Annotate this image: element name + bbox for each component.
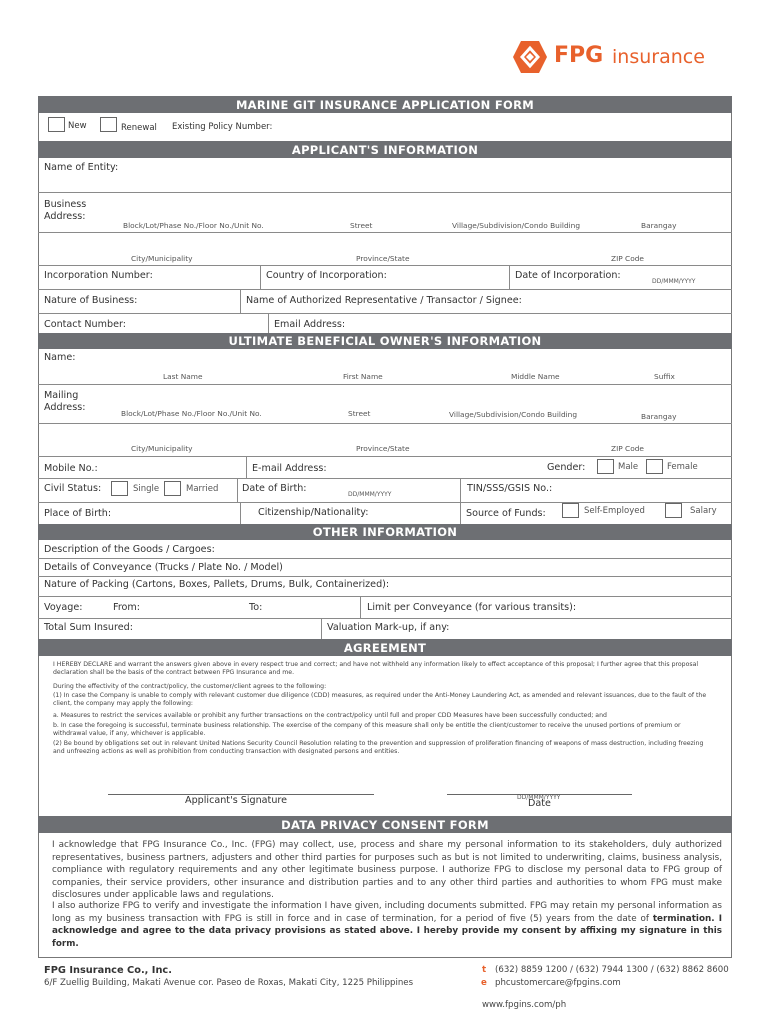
single-label: Single bbox=[133, 484, 160, 494]
divider bbox=[246, 456, 247, 478]
ubo-addr-village-label: Village/Subdivision/Condo Building bbox=[449, 410, 578, 419]
divider bbox=[460, 502, 461, 524]
agreement-intro: During the effectivity of the contract/policy, the customer/client agrees to the following: bbox=[53, 683, 327, 690]
agreement-item-2: (2) Be bound by obligations set out in relevant United Nations Security Council Resolution relating to the prevention and suppression of proliferation financing of weapons of mass destruction, including freezing and unfreezing actions as well as prohibition from conducting transaction with designated persons and entities. bbox=[53, 740, 704, 755]
markup-label: Valuation Mark-up, if any: bbox=[327, 622, 450, 633]
divider bbox=[38, 232, 732, 233]
single-checkbox[interactable] bbox=[111, 481, 128, 496]
to-label: To: bbox=[249, 602, 263, 613]
married-label: Married bbox=[186, 484, 219, 494]
salary-checkbox[interactable] bbox=[665, 503, 682, 518]
agreement-header: AGREEMENT bbox=[38, 639, 732, 656]
existing-policy-label: Existing Policy Number: bbox=[172, 122, 273, 132]
agreement-item-1a: a. Measures to restrict the services available or prohibit any further transactions on the contract/policy until full and proper CDD Measures have been successfully conducted; and bbox=[53, 712, 607, 719]
addr-barangay-label: Barangay bbox=[641, 221, 677, 230]
divider bbox=[38, 423, 732, 424]
addr-street-label: Street bbox=[350, 221, 373, 230]
dob-format: DD/MMM/YYYY bbox=[348, 491, 392, 498]
source-funds-label: Source of Funds: bbox=[466, 508, 546, 519]
brand-name-bold: FPG bbox=[554, 43, 604, 68]
divider bbox=[38, 192, 732, 193]
male-label: Male bbox=[618, 462, 639, 472]
female-label: Female bbox=[667, 462, 698, 472]
privacy-paragraph-2-bold: termination. I acknowledge and agree to the data privacy provisions as stated above. I hereby provide my consent by affixing my signature in this form. bbox=[52, 913, 722, 949]
ubo-email-label: E-mail Address: bbox=[252, 463, 327, 474]
applicant-email-label: Email Address: bbox=[274, 319, 346, 330]
privacy-paragraph-1: I acknowledge that FPG Insurance Co., Inc. (FPG) may collect, use, process and share my personal information to its stakeholders, duly authorized representatives, business partners, adjusters and other third parties for purposes such as but is not limited to underwriting, claims, business analysis, compliance with regulatory requirements and any other legitimate business purpose. I authorize FPG to disclose my personal data to FPG group of companies, their service providers, other insurance and distribution parties and to any other third parties and authorities to whom FPG must make disclosures under applicable laws and regulations. bbox=[52, 840, 722, 901]
ubo-name-label: Name: bbox=[44, 352, 76, 363]
representative-label: Name of Authorized Representative / Transactor / Signee: bbox=[246, 295, 522, 306]
from-label: From: bbox=[113, 602, 141, 613]
country-incorporation-label: Country of Incorporation: bbox=[266, 270, 387, 281]
agreement-declaration: I HEREBY DECLARE and warrant the answers given above in every respect true and correct; and have not withheld any information likely to effect acceptance of this proposal; I further agree that this proposal declaration shall be the basis of the contract between FPG Insurance and me. bbox=[53, 661, 699, 676]
footer-address: 6/F Zuellig Building, Makati Avenue cor. Paseo de Roxas, Makati City, 1225 Philippines bbox=[44, 978, 414, 988]
last-name-label: Last Name bbox=[163, 372, 203, 381]
divider bbox=[240, 289, 241, 313]
divider bbox=[38, 456, 732, 457]
divider bbox=[38, 596, 732, 597]
ubo-addr-block-label: Block/Lot/Phase No./Floor No./Unit No. bbox=[121, 409, 262, 418]
civil-status-label: Civil Status: bbox=[44, 483, 102, 494]
nature-business-label: Nature of Business: bbox=[44, 295, 138, 306]
mailing-address-label: Mailing Address: bbox=[44, 390, 86, 413]
ubo-addr-barangay-label: Barangay bbox=[641, 412, 677, 421]
footer-website[interactable]: www.fpgins.com/ph bbox=[482, 1000, 567, 1010]
place-birth-label: Place of Birth: bbox=[44, 508, 112, 519]
ubo-addr-street-label: Street bbox=[348, 409, 371, 418]
footer-email[interactable]: phcustomercare@fpgins.com bbox=[495, 978, 621, 988]
dob-label: Date of Birth: bbox=[242, 483, 307, 494]
divider bbox=[460, 478, 461, 502]
divider bbox=[38, 558, 732, 559]
divider bbox=[237, 478, 238, 502]
phone-marker: t bbox=[482, 965, 487, 975]
tin-label: TIN/SSS/GSIS No.: bbox=[467, 483, 553, 494]
middle-name-label: Middle Name bbox=[511, 372, 560, 381]
signature-label: Applicant's Signature bbox=[185, 795, 288, 806]
divider bbox=[38, 576, 732, 577]
divider bbox=[321, 618, 322, 639]
privacy-paragraph-2 bbox=[52, 900, 722, 950]
total-sum-label: Total Sum Insured: bbox=[44, 622, 133, 633]
ubo-addr-zip-label: ZIP Code bbox=[611, 444, 644, 453]
date-incorporation-format: DD/MMM/YYYY bbox=[652, 278, 696, 285]
ubo-addr-city-label: City/Municipality bbox=[131, 444, 193, 453]
contact-number-label: Contact Number: bbox=[44, 319, 126, 330]
married-checkbox[interactable] bbox=[164, 481, 181, 496]
divider bbox=[38, 618, 732, 619]
female-checkbox[interactable] bbox=[646, 459, 663, 474]
gender-label: Gender: bbox=[547, 462, 586, 473]
addr-village-label: Village/Subdivision/Condo Building bbox=[452, 221, 581, 230]
signature-date-format: DD/MMM/YYYY bbox=[517, 794, 561, 801]
addr-zip-label: ZIP Code bbox=[611, 254, 644, 263]
divider bbox=[360, 596, 361, 618]
privacy-paragraph-2-text: I also authorize FPG to verify and investigate the information I have given, including documents submitted. FPG may retain my personal information as long as my business transaction with FPG is still in force and in case of termination, for a period of five (5) years from the date of bbox=[52, 901, 722, 924]
limit-conveyance-label: Limit per Conveyance (for various transits): bbox=[367, 602, 577, 613]
entity-label: Name of Entity: bbox=[44, 162, 119, 173]
divider bbox=[38, 289, 732, 290]
male-checkbox[interactable] bbox=[597, 459, 614, 474]
salary-label: Salary bbox=[690, 506, 717, 516]
business-address-label: Business Address: bbox=[44, 199, 87, 222]
new-checkbox[interactable] bbox=[48, 117, 65, 132]
renewal-checkbox[interactable] bbox=[100, 117, 117, 132]
footer-company: FPG Insurance Co., Inc. bbox=[44, 965, 172, 976]
self-employed-label: Self-Employed bbox=[584, 506, 645, 516]
ubo-addr-province-label: Province/State bbox=[356, 444, 410, 453]
mobile-label: Mobile No.: bbox=[44, 463, 98, 474]
fpg-logo-icon bbox=[512, 40, 548, 74]
addr-block-label: Block/Lot/Phase No./Floor No./Unit No. bbox=[123, 221, 264, 230]
divider bbox=[509, 265, 510, 289]
agreement-item-1: (1) In case the Company is unable to comply with relevant customer due diligence (CDD) measures, as required under the Anti-Money Laundering Act, as amended and relevant issuances, due to the fault of the client, the company may apply the following: bbox=[53, 692, 707, 707]
divider bbox=[38, 265, 732, 266]
brand-name-light: insurance bbox=[612, 46, 705, 68]
first-name-label: First Name bbox=[343, 372, 383, 381]
divider bbox=[38, 478, 732, 479]
goods-label: Description of the Goods / Cargoes: bbox=[44, 544, 215, 555]
conveyance-label: Details of Conveyance (Trucks / Plate No. / Model) bbox=[44, 562, 283, 573]
divider bbox=[260, 265, 261, 289]
divider bbox=[38, 384, 732, 385]
addr-province-label: Province/State bbox=[356, 254, 410, 263]
voyage-label: Voyage: bbox=[44, 602, 83, 613]
divider bbox=[268, 313, 269, 333]
new-label: New bbox=[68, 121, 87, 131]
renewal-label: Renewal bbox=[121, 123, 157, 133]
divider bbox=[240, 502, 241, 524]
date-incorporation-label: Date of Incorporation: bbox=[515, 270, 621, 281]
other-header: OTHER INFORMATION bbox=[38, 524, 732, 540]
ubo-header: ULTIMATE BENEFICIAL OWNER'S INFORMATION bbox=[38, 333, 732, 349]
divider bbox=[38, 502, 732, 503]
citizenship-label: Citizenship/Nationality: bbox=[258, 507, 369, 518]
signature-date-label: Date bbox=[528, 798, 551, 809]
self-employed-checkbox[interactable] bbox=[562, 503, 579, 518]
agreement-item-1b: b. In case the foregoing is successful, terminate business relationship. The exercise of the company of this measure shall only be entitle the client/customer to receive the unused portions of premium or withdrawal value, if any, whichever is applicable. bbox=[53, 722, 681, 737]
applicant-header: APPLICANT'S INFORMATION bbox=[38, 141, 732, 158]
suffix-label: Suffix bbox=[654, 372, 675, 381]
incorporation-number-label: Incorporation Number: bbox=[44, 270, 153, 281]
addr-city-label: City/Municipality bbox=[131, 254, 193, 263]
footer-phones: (632) 8859 1200 / (632) 7944 1300 / (632) 8862 8600 bbox=[495, 965, 729, 975]
packing-label: Nature of Packing (Cartons, Boxes, Pallets, Drums, Bulk, Containerized): bbox=[44, 579, 390, 590]
form-title: MARINE GIT INSURANCE APPLICATION FORM bbox=[38, 96, 732, 113]
privacy-header: DATA PRIVACY CONSENT FORM bbox=[38, 816, 732, 833]
email-marker: e bbox=[481, 978, 487, 988]
divider bbox=[38, 313, 732, 314]
